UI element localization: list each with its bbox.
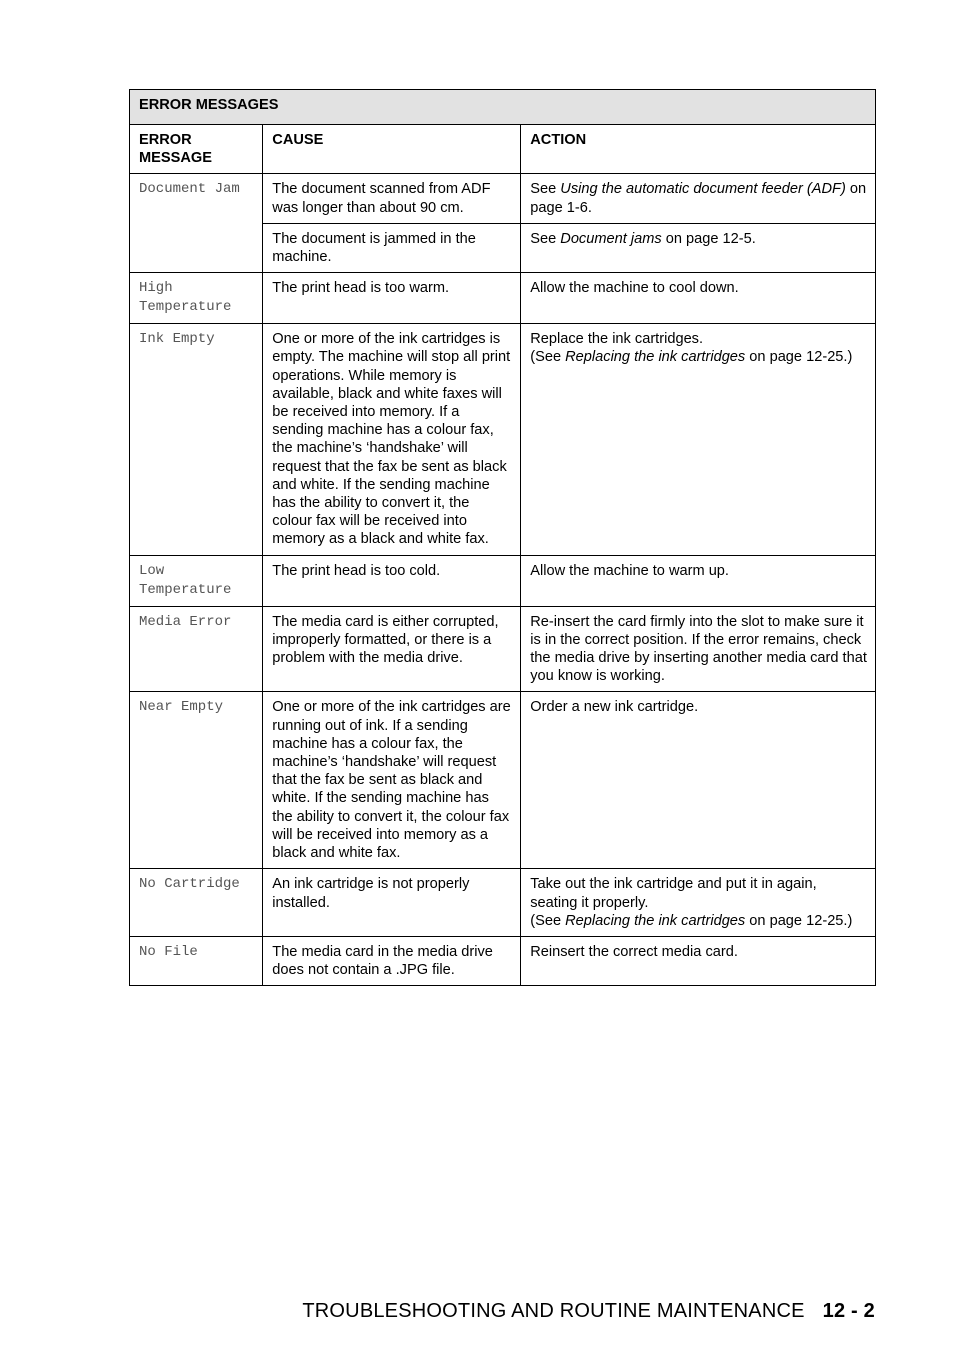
error-message-text: Ink Empty — [139, 331, 215, 348]
table-row — [130, 936, 876, 985]
cause-cell: The print head is too cold. — [263, 555, 521, 606]
table-row — [130, 273, 876, 324]
error-message-cell — [130, 606, 263, 692]
error-message-cell — [130, 273, 263, 324]
header-error-message: ERROR MESSAGE — [130, 125, 263, 174]
error-message-text: Temperature — [139, 581, 232, 598]
table-row — [130, 324, 876, 555]
cause-cell: The document is jammed in the machine. — [263, 223, 521, 272]
cause-cell: An ink cartridge is not properly installed. — [263, 869, 521, 937]
table-title: ERROR MESSAGES — [130, 90, 876, 125]
action-cell: Order a new ink cartridge. — [521, 692, 876, 869]
action-text: Replace the ink cartridges. — [530, 331, 704, 348]
cause-cell: One or more of the ink cartridges is empty. The machine will stop all print operations. While memory is available, black and white faxes will be received into memory. If a sending machine has a colour fax, the machine’s ‘handshake’ will request that the fax be sent as black and white. If the sending machine has the ability to convert it, the colour fax will be received into memory as a black and white fax. — [263, 324, 521, 555]
action-text: See — [530, 230, 561, 247]
page-reference: Replacing the ink cartridges — [565, 912, 746, 929]
error-message-cell — [130, 324, 263, 555]
header-action: ACTION — [521, 125, 876, 174]
error-message-cell — [130, 692, 263, 869]
cause-cell: The print head is too warm. — [263, 273, 521, 324]
action-cell — [521, 869, 876, 937]
action-cell: Allow the machine to warm up. — [521, 555, 876, 606]
header-cause: CAUSE — [263, 125, 521, 174]
action-cell: Reinsert the correct media card. — [521, 936, 876, 985]
error-message-cell — [130, 174, 263, 273]
action-cell — [521, 324, 876, 555]
cause-cell: One or more of the ink cartridges are running out of ink. If a sending machine has a colour fax, the machine’s ‘handshake’ will request that the fax be sent as black and white. If the sending machine has the ability to convert it, the colour fax will be received into memory as a black and white fax. — [263, 692, 521, 869]
cause-cell: The media card in the media drive does not contain a .JPG file. — [263, 936, 521, 985]
action-cell: Allow the machine to cool down. — [521, 273, 876, 324]
action-text: on page 12-25.) — [745, 912, 853, 929]
error-message-cell — [130, 555, 263, 606]
page-reference: Document jams — [560, 230, 662, 247]
action-text: on page 12-25.) — [745, 349, 853, 366]
table-row — [130, 869, 876, 937]
error-message-text: Media Error — [139, 613, 232, 630]
action-cell: Re-insert the card firmly into the slot to make sure it is in the correct position. If the error remains, check the media drive by inserting another media card that you know is working. — [521, 606, 876, 692]
action-cell — [521, 223, 876, 272]
action-text: See — [530, 181, 561, 198]
table-row — [130, 174, 876, 223]
error-message-text: Temperature — [139, 299, 232, 316]
error-message-text: No Cartridge — [139, 876, 240, 893]
page-reference: Using the automatic document feeder (ADF) — [560, 181, 846, 198]
action-text: Take out the ink cartridge and put it in again, seating it properly. — [530, 876, 817, 911]
section-title: TROUBLESHOOTING AND ROUTINE MAINTENANCE — [302, 1300, 805, 1322]
cause-cell: The document scanned from ADF was longer than about 90 cm. — [263, 174, 521, 223]
error-message-text: No File — [139, 943, 198, 960]
table-row — [130, 606, 876, 692]
error-message-cell — [130, 869, 263, 937]
table-row — [130, 555, 876, 606]
error-message-cell — [130, 936, 263, 985]
error-message-text: Near Empty — [139, 699, 224, 716]
page-footer — [302, 1300, 875, 1323]
action-cell — [521, 174, 876, 223]
cause-cell: The media card is either corrupted, improperly formatted, or there is a problem with the media drive. — [263, 606, 521, 692]
page-number: 12 - 2 — [822, 1300, 875, 1322]
action-text: (See — [530, 349, 566, 366]
error-messages-table — [129, 89, 876, 986]
action-text: (See — [530, 912, 566, 929]
error-message-text: High — [139, 280, 173, 297]
error-message-text: Document Jam — [139, 181, 240, 198]
action-text: on page 12-5. — [661, 230, 756, 247]
table-row — [130, 692, 876, 869]
page-reference: Replacing the ink cartridges — [565, 349, 746, 366]
error-message-text: Low — [139, 562, 165, 579]
action-text: on page 1-6. — [530, 181, 867, 216]
